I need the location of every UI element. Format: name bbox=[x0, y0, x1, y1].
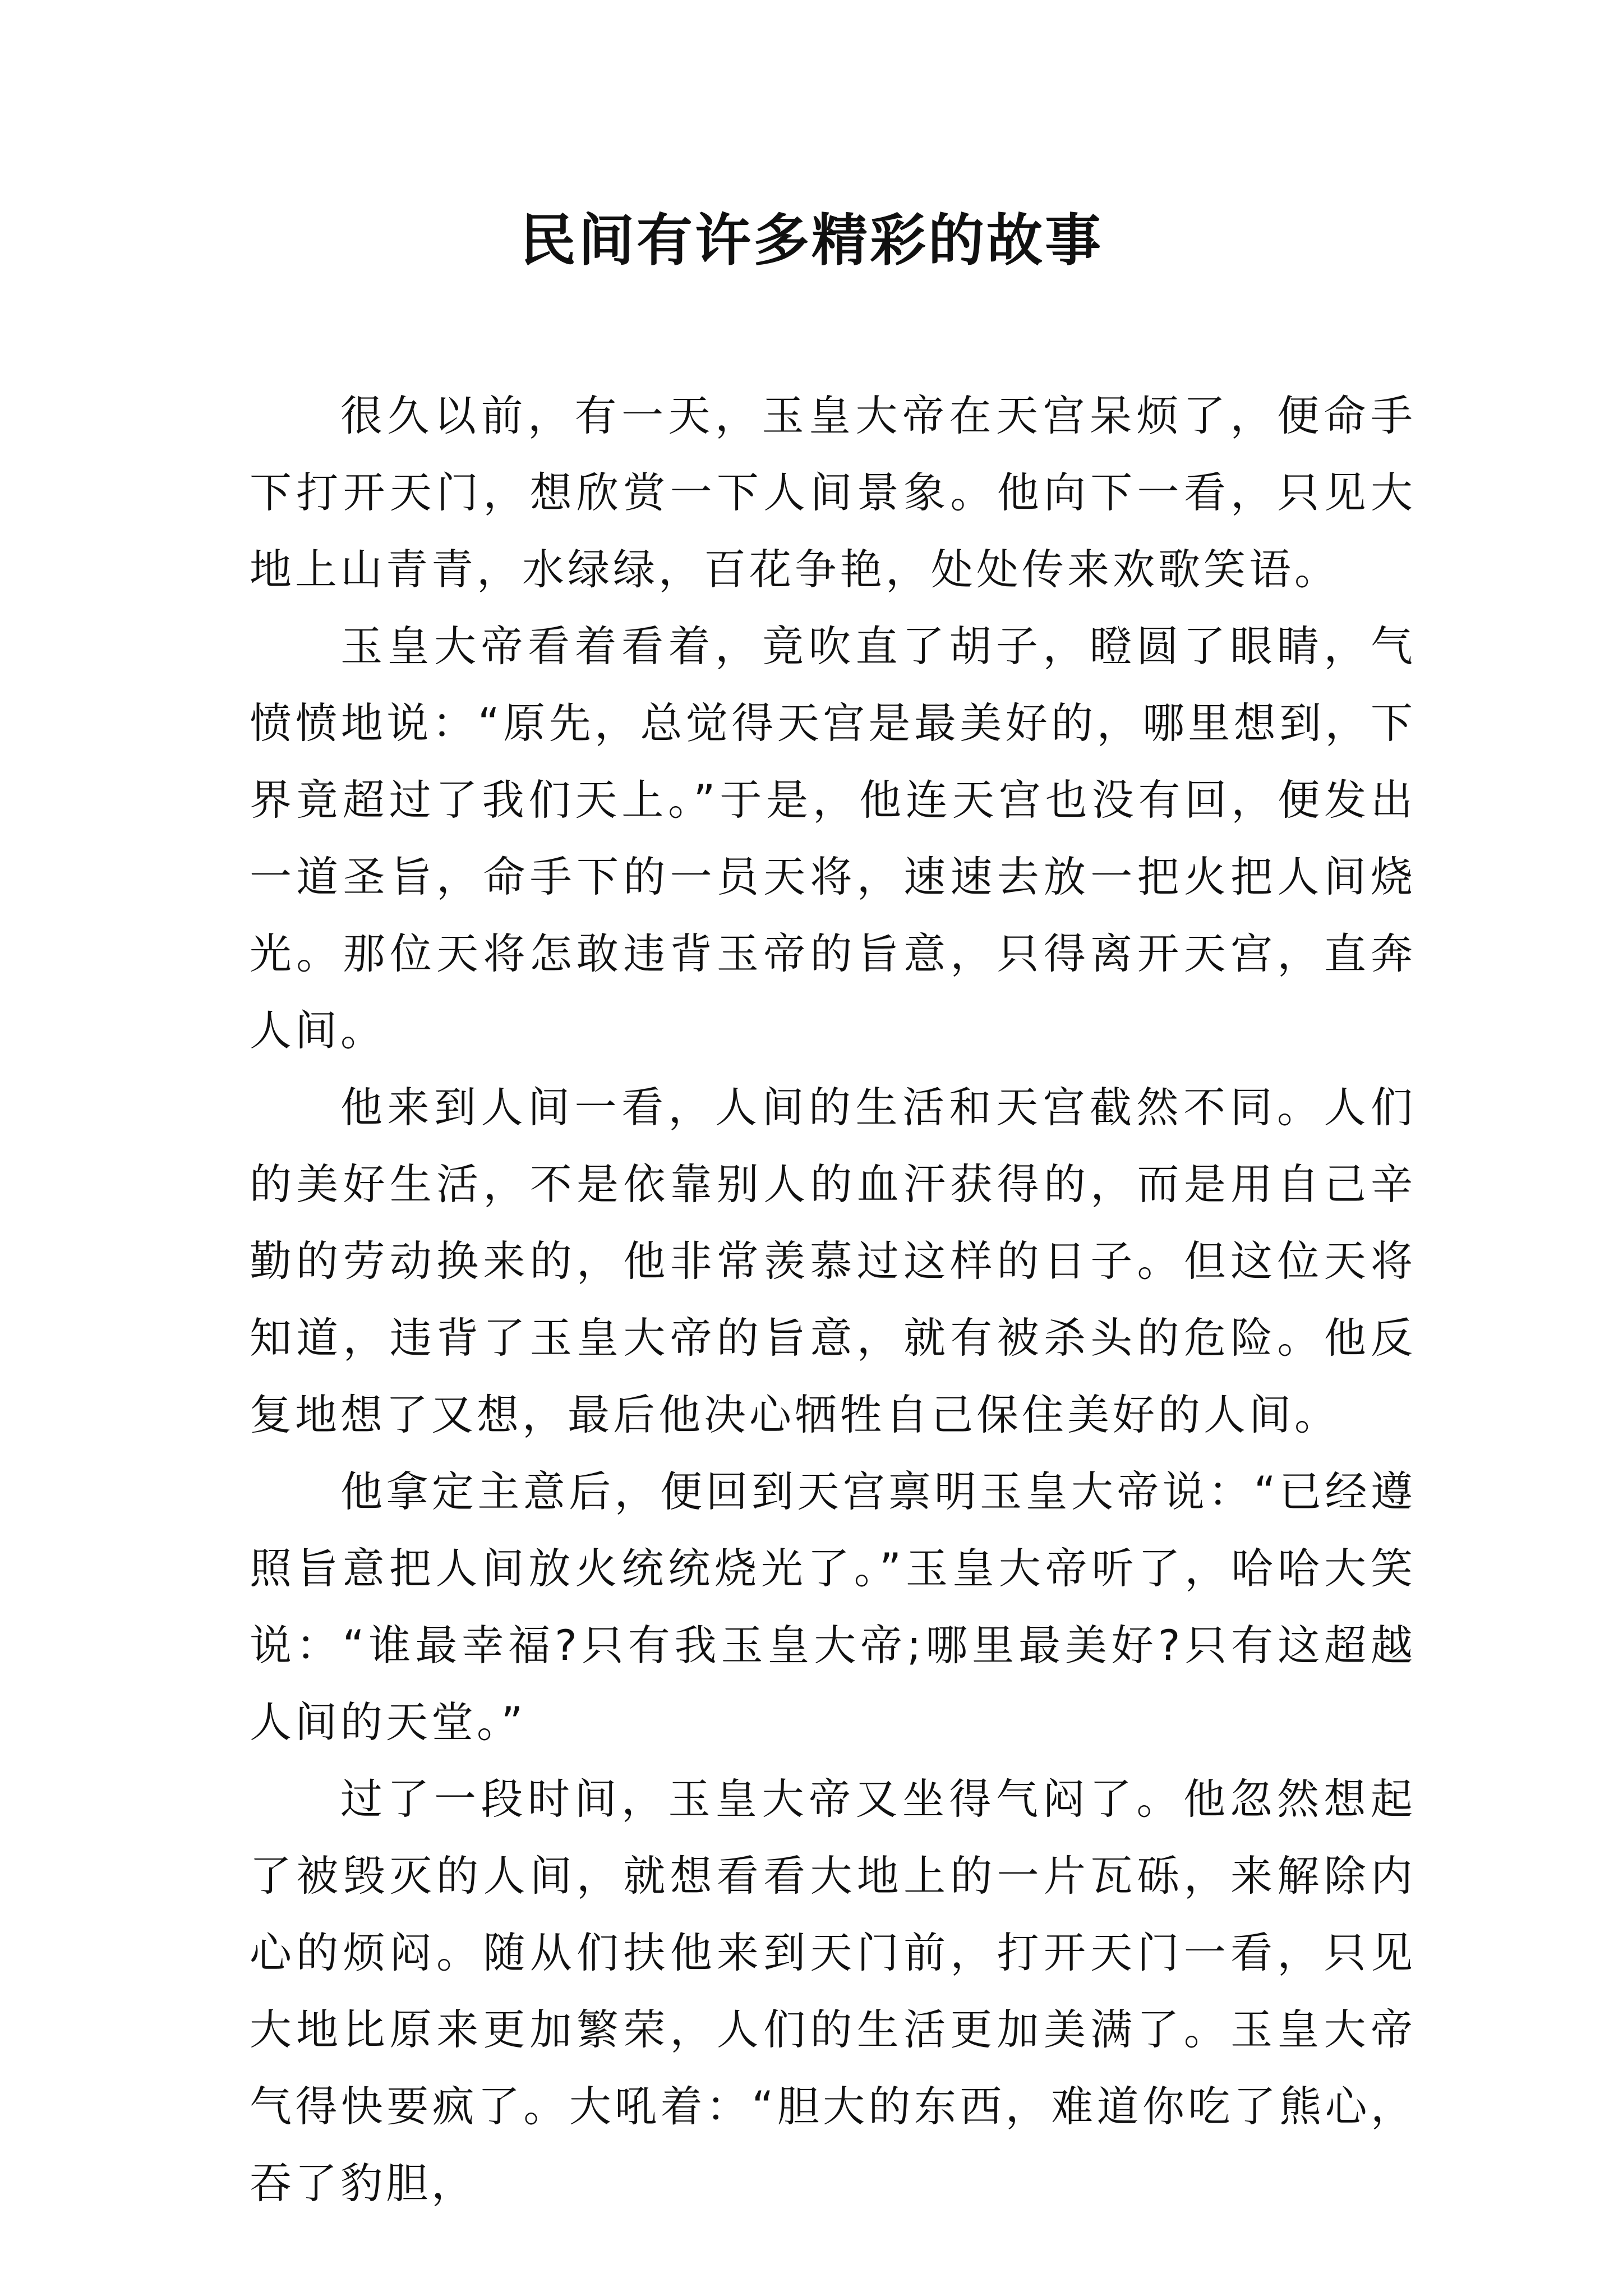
document-title: 民间有许多精彩的故事 bbox=[520, 207, 1103, 273]
paragraph: 他来到人间一看，人间的生活和天宫截然不同。人们的美好生活，不是依靠别人的血汗获得的，而是用自己辛勤的劳动换来的，他非常羡慕过这样的日子。但这位天将知道，违背了玉皇大帝的旨意，就有被杀头的危险。他反复地想了又想，最后他决心牺牲自己保住美好的人间。 bbox=[250, 1083, 1416, 1439]
paragraph: 过了一段时间，玉皇大帝又坐得气闷了。他忽然想起了被毁灭的人间，就想看看大地上的一片瓦砾，来解除内心的烦闷。随从们扶他来到天门前，打开天门一看，只见大地比原来更加繁荣，人们的生活更加美满了。玉皇大帝气得快要疯了。大吼着：“胆大的东西，难道你吃了熊心，吞了豹胆， bbox=[250, 1774, 1416, 2208]
paragraph: 很久以前，有一天，玉皇大帝在天宫呆烦了，便命手下打开天门，想欣赏一下人间景象。他向下一看，只见大地上山青青，水绿绿，百花争艳，处处传来欢歌笑语。 bbox=[250, 391, 1416, 594]
paragraph: 他拿定主意后，便回到天宫禀明玉皇大帝说：“已经遵照旨意把人间放火统统烧光了。”玉皇大帝听了，哈哈大笑说：“谁最幸福?只有我玉皇大帝;哪里最美好?只有这超越人间的天堂。” bbox=[250, 1467, 1416, 1747]
paragraph: 玉皇大帝看着看着，竟吹直了胡子，瞪圆了眼睛，气愤愤地说：“原先，总觉得天宫是最美好的，哪里想到，下界竟超过了我们天上。”于是，他连天宫也没有回，便发出一道圣旨，命手下的一员天将，速速去放一把火把人间烧光。那位天将怎敢违背玉帝的旨意，只得离开天宫，直奔人间。 bbox=[250, 622, 1416, 1055]
document-body bbox=[250, 378, 1416, 2222]
